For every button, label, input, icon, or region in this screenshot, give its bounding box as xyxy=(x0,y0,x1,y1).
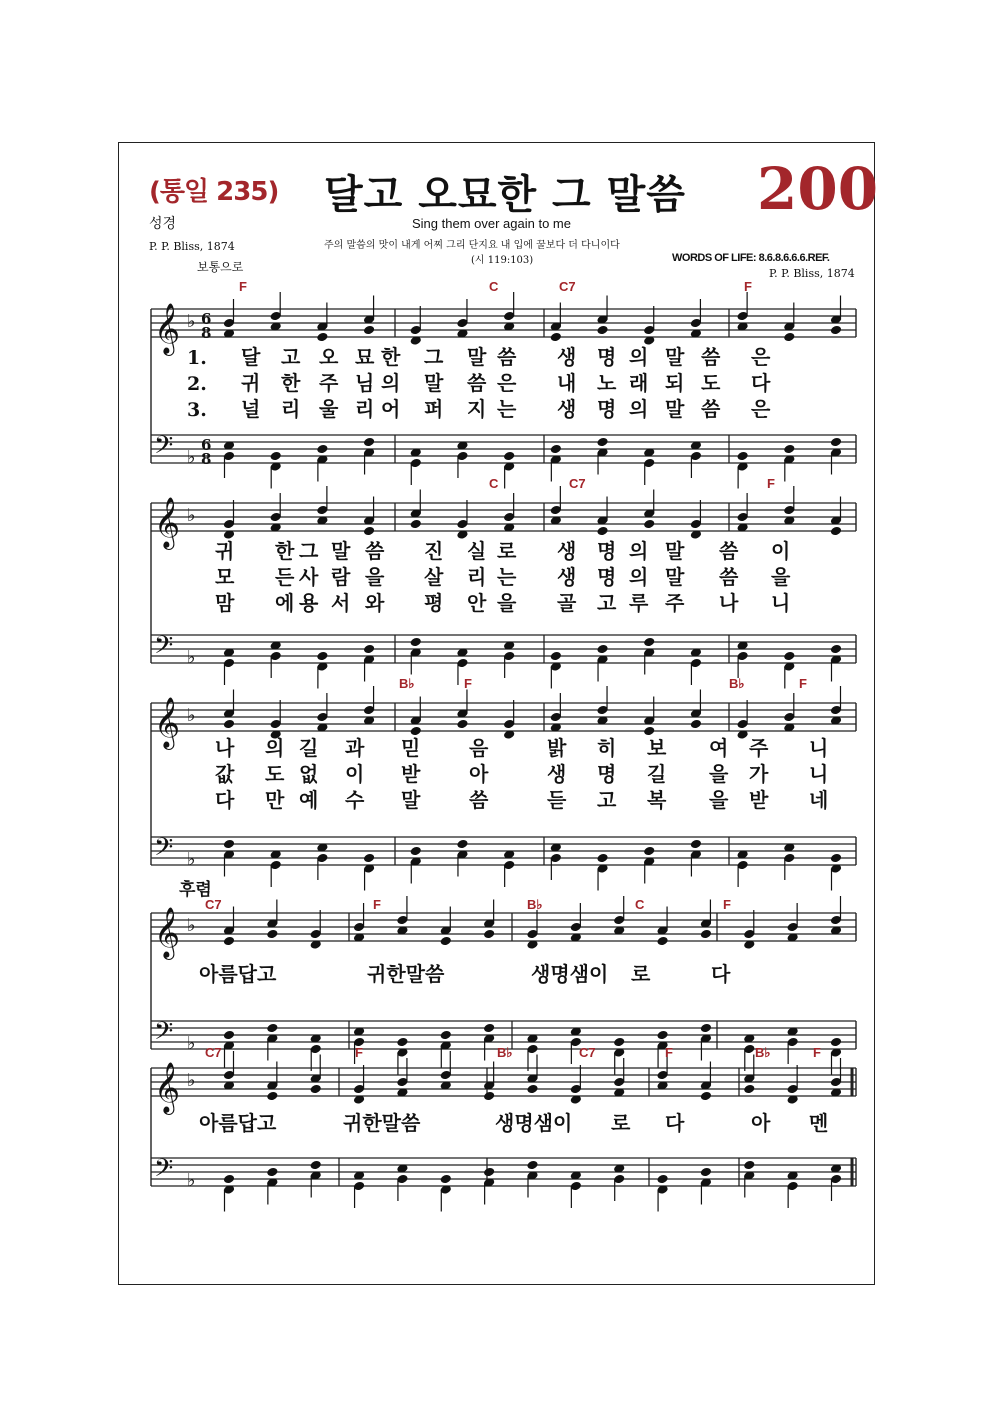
lyric-syllable: 나 xyxy=(215,736,235,760)
key-flat: ♭ xyxy=(187,1170,196,1191)
note-head xyxy=(700,1091,712,1102)
chord-symbol: C xyxy=(489,476,499,491)
lyric-syllable: 아름답고 xyxy=(199,962,277,986)
lyric-syllable: 진 xyxy=(424,539,444,563)
lyric-syllable: 말 xyxy=(665,565,685,589)
lyric-syllable: 오 xyxy=(319,345,339,369)
lyric-syllable: 귀한말씀 xyxy=(343,1111,421,1135)
lyric-syllable: 명 xyxy=(597,565,617,589)
lyric-syllable: 내 xyxy=(557,371,577,395)
lyric-syllable: 한 xyxy=(281,371,301,395)
time-signature: 6 xyxy=(201,436,212,454)
lyric-syllable: 주 xyxy=(749,736,769,760)
lyric-syllable: 을 xyxy=(709,762,729,786)
note-head xyxy=(643,637,655,648)
chord-symbol: F xyxy=(744,279,752,294)
chord-symbol: F xyxy=(813,1045,821,1060)
note-head xyxy=(643,519,655,530)
note-head xyxy=(736,451,748,462)
note-head xyxy=(440,1030,452,1041)
lyric-syllable: 생 xyxy=(557,345,577,369)
lyric-syllable: 그 xyxy=(299,539,319,563)
lyric-syllable: 이 xyxy=(345,762,365,786)
lyric-syllable: 말 xyxy=(665,345,685,369)
lyric-syllable: 말 xyxy=(401,788,421,812)
note-head xyxy=(266,1091,278,1102)
lyric-syllable: 다 xyxy=(215,788,235,812)
lyric-syllable: 고 xyxy=(597,591,617,615)
key-flat: ♭ xyxy=(187,447,196,468)
lyric-syllable: 든 xyxy=(275,565,295,589)
lyric-syllable: 은 xyxy=(751,397,771,421)
note-head xyxy=(483,1167,495,1178)
note-head xyxy=(643,726,655,737)
lyric-syllable: 과 xyxy=(345,736,365,760)
note-head xyxy=(363,853,375,864)
lyric-syllable: 로 xyxy=(611,1111,631,1135)
scripture-reference: (시 119:103) xyxy=(471,255,534,266)
chord-symbol: C7 xyxy=(579,1045,596,1060)
english-subtitle: Sing them over again to me xyxy=(412,216,571,231)
lyric-syllable: 용 xyxy=(299,591,319,615)
note-head xyxy=(830,437,842,448)
chord-symbol: F xyxy=(723,897,731,912)
key-flat: ♭ xyxy=(187,1070,196,1091)
note-head xyxy=(456,839,468,850)
lyric-syllable: 명 xyxy=(597,539,617,563)
lyric-syllable: 와 xyxy=(365,591,385,615)
note-head xyxy=(483,929,495,940)
chord-symbol: B♭ xyxy=(527,897,543,912)
note-head xyxy=(456,719,468,730)
lyric-syllable: 을 xyxy=(771,565,791,589)
lyric-syllable: 생 xyxy=(557,565,577,589)
lyric-syllable: 다 xyxy=(665,1111,685,1135)
note-head xyxy=(503,451,515,462)
lyric-syllable: 울 xyxy=(319,397,339,421)
composer-credit: P. P. Bliss, 1874 xyxy=(149,240,235,253)
chord-symbol: F xyxy=(799,676,807,691)
bass-clef: 𝄢 xyxy=(154,833,174,868)
key-flat: ♭ xyxy=(187,505,196,526)
music-score xyxy=(119,143,879,1286)
lyric-syllable: 묘 xyxy=(355,345,375,369)
bass-clef: 𝄢 xyxy=(154,631,174,666)
chord-symbol: F xyxy=(355,1045,363,1060)
treble-clef: 𝄞 xyxy=(154,303,181,354)
lyric-syllable: 복 xyxy=(647,788,667,812)
lyric-syllable: 어 xyxy=(381,397,401,421)
note-head xyxy=(266,1023,278,1034)
lyric-syllable: 씀 xyxy=(719,539,739,563)
lyric-syllable: 로 xyxy=(631,962,651,986)
lyric-syllable: 고 xyxy=(597,788,617,812)
meter-label: WORDS OF LIFE: 8.6.8.6.6.6.REF. xyxy=(672,252,830,264)
lyric-syllable: 을 xyxy=(497,591,517,615)
lyric-syllable: 말 xyxy=(331,539,351,563)
bass-clef: 𝄢 xyxy=(154,1017,174,1052)
treble-clef: 𝄞 xyxy=(154,697,181,748)
note-head xyxy=(223,1174,235,1185)
hymn-page xyxy=(118,142,879,1285)
scripture-label: 성경 xyxy=(149,216,177,232)
lyric-syllable: 주 xyxy=(319,371,339,395)
chord-symbol: B♭ xyxy=(755,1045,771,1060)
note-head xyxy=(396,1037,408,1048)
verse-number: 3. xyxy=(187,399,207,421)
lyric-syllable: 로 xyxy=(497,539,517,563)
note-head xyxy=(700,1023,712,1034)
lyric-syllable: 씀 xyxy=(497,345,517,369)
time-signature: 8 xyxy=(201,450,212,468)
note-head xyxy=(783,332,795,343)
lyric-syllable: 니 xyxy=(809,736,829,760)
treble-clef: 𝄞 xyxy=(154,907,181,958)
note-head xyxy=(223,839,235,850)
chord-symbol: F xyxy=(464,676,472,691)
lyric-syllable: 모 xyxy=(215,565,235,589)
lyric-syllable: 귀 xyxy=(215,539,235,563)
note-head xyxy=(526,1084,538,1095)
note-head xyxy=(656,936,668,947)
time-signature: 8 xyxy=(201,324,212,342)
note-head xyxy=(596,437,608,448)
note-head xyxy=(483,1091,495,1102)
scripture-verse: 주의 말씀의 맛이 내게 어찌 그리 단지요 내 입에 꿀보다 더 다니이다 xyxy=(324,240,620,251)
note-head xyxy=(316,332,328,343)
note-head xyxy=(363,644,375,655)
note-head xyxy=(596,325,608,336)
note-head xyxy=(550,651,562,662)
lyric-syllable: 도 xyxy=(701,371,721,395)
lyric-syllable: 믿 xyxy=(401,736,421,760)
unified-hymnal-number: (통일 235) xyxy=(149,177,279,207)
note-head xyxy=(310,1084,322,1095)
note-head xyxy=(830,1037,842,1048)
chord-symbol: C7 xyxy=(205,897,222,912)
lyric-syllable: 는 xyxy=(497,565,517,589)
lyric-syllable: 고 xyxy=(281,345,301,369)
chord-symbol: F xyxy=(373,897,381,912)
lyric-syllable: 의 xyxy=(629,397,649,421)
lyric-syllable: 의 xyxy=(629,565,649,589)
lyric-syllable: 씀 xyxy=(719,565,739,589)
note-head xyxy=(363,325,375,336)
note-head xyxy=(223,1030,235,1041)
chord-symbol: B♭ xyxy=(399,676,415,691)
lyric-syllable: 씀 xyxy=(469,788,489,812)
note-head xyxy=(483,1023,495,1034)
note-head xyxy=(410,846,422,857)
lyric-syllable: 살 xyxy=(424,565,444,589)
note-head xyxy=(266,929,278,940)
lyric-syllable: 니 xyxy=(809,762,829,786)
note-head xyxy=(270,451,282,462)
lyric-syllable: 의 xyxy=(265,736,285,760)
lyric-syllable: 맘 xyxy=(215,591,235,615)
key-flat: ♭ xyxy=(187,311,196,332)
lyric-syllable: 없 xyxy=(299,762,319,786)
note-head xyxy=(596,644,608,655)
lyric-syllable: 말 xyxy=(665,397,685,421)
note-head xyxy=(690,719,702,730)
lyric-syllable: 한 xyxy=(381,345,401,369)
lyric-syllable: 생명샘이 xyxy=(531,962,609,986)
lyric-syllable: 길 xyxy=(647,762,667,786)
chord-symbol: C7 xyxy=(205,1045,222,1060)
lyric-syllable: 귀 xyxy=(241,371,261,395)
lyric-syllable: 생 xyxy=(557,397,577,421)
lyric-syllable: 명 xyxy=(597,762,617,786)
note-head xyxy=(830,526,842,537)
lyric-syllable: 그 xyxy=(424,345,444,369)
lyric-syllable: 씀 xyxy=(365,539,385,563)
lyric-syllable: 길 xyxy=(299,736,319,760)
lyric-syllable: 받 xyxy=(401,762,421,786)
lyric-syllable: 씀 xyxy=(701,345,721,369)
lyric-syllable: 평 xyxy=(424,591,444,615)
lyric-syllable: 의 xyxy=(629,539,649,563)
note-head xyxy=(410,637,422,648)
lyric-syllable: 루 xyxy=(629,591,649,615)
lyric-syllable: 되 xyxy=(665,371,685,395)
chord-symbol: C7 xyxy=(559,279,576,294)
note-head xyxy=(410,726,422,737)
note-head xyxy=(596,853,608,864)
note-head xyxy=(656,1030,668,1041)
lyric-syllable: 는 xyxy=(497,397,517,421)
lyric-syllable: 아름답고 xyxy=(199,1111,277,1135)
lyric-syllable: 지 xyxy=(467,397,487,421)
lyric-syllable: 수 xyxy=(345,788,365,812)
lyric-syllable: 말 xyxy=(665,539,685,563)
note-head xyxy=(550,444,562,455)
lyric-syllable: 말 xyxy=(467,345,487,369)
lyric-syllable: 아 xyxy=(751,1111,771,1135)
lyric-syllable: 사 xyxy=(299,565,319,589)
lyric-syllable: 니 xyxy=(771,591,791,615)
lyric-syllable: 만 xyxy=(265,788,285,812)
hymn-number: 200 xyxy=(757,155,879,223)
note-head xyxy=(700,929,712,940)
key-flat: ♭ xyxy=(187,915,196,936)
lyric-syllable: 을 xyxy=(365,565,385,589)
note-head xyxy=(656,1174,668,1185)
lyric-syllable: 말 xyxy=(424,371,444,395)
lyric-syllable: 멘 xyxy=(809,1111,829,1135)
lyric-syllable: 생 xyxy=(547,762,567,786)
lyric-syllable: 의 xyxy=(629,345,649,369)
lyric-syllable: 밝 xyxy=(547,736,567,760)
note-head xyxy=(783,651,795,662)
lyric-syllable: 님 xyxy=(355,371,375,395)
note-head xyxy=(690,839,702,850)
treble-clef: 𝄞 xyxy=(154,1062,181,1113)
note-head xyxy=(613,1037,625,1048)
lyric-syllable: 아 xyxy=(469,762,489,786)
lyric-syllable: 보 xyxy=(647,736,667,760)
author-credit: P. P. Bliss, 1874 xyxy=(769,267,855,280)
lyric-syllable: 에 xyxy=(275,591,295,615)
lyric-syllable: 다 xyxy=(711,962,731,986)
lyric-syllable: 다 xyxy=(751,371,771,395)
lyric-syllable: 래 xyxy=(629,371,649,395)
note-head xyxy=(643,846,655,857)
lyric-syllable: 퍼 xyxy=(424,397,444,421)
lyric-syllable: 골 xyxy=(557,591,577,615)
note-head xyxy=(830,853,842,864)
tempo-marking: 보통으로 xyxy=(197,260,244,274)
note-head xyxy=(700,1167,712,1178)
note-head xyxy=(310,1160,322,1171)
lyric-syllable: 노 xyxy=(597,371,617,395)
chord-symbol: F xyxy=(767,476,775,491)
bass-clef: 𝄢 xyxy=(154,1154,174,1189)
chord-symbol: C7 xyxy=(569,476,586,491)
note-head xyxy=(550,332,562,343)
key-flat: ♭ xyxy=(187,1033,196,1054)
lyric-syllable: 히 xyxy=(597,736,617,760)
note-head xyxy=(830,644,842,655)
lyric-syllable: 은 xyxy=(751,345,771,369)
note-head xyxy=(440,1174,452,1185)
note-head xyxy=(596,526,608,537)
lyric-syllable: 생명샘이 xyxy=(495,1111,573,1135)
note-head xyxy=(743,1160,755,1171)
lyric-syllable: 서 xyxy=(331,591,351,615)
lyric-syllable: 씀 xyxy=(467,371,487,395)
note-head xyxy=(830,325,842,336)
lyric-syllable: 받 xyxy=(749,788,769,812)
lyric-syllable: 생 xyxy=(557,539,577,563)
verse-number: 1. xyxy=(187,347,207,369)
lyric-syllable: 안 xyxy=(467,591,487,615)
note-head xyxy=(266,1167,278,1178)
lyric-syllable: 이 xyxy=(771,539,791,563)
note-head xyxy=(363,526,375,537)
lyric-syllable: 음 xyxy=(469,736,489,760)
lyric-syllable: 한 xyxy=(275,539,295,563)
lyric-syllable: 리 xyxy=(355,397,375,421)
chord-symbol: F xyxy=(665,1045,673,1060)
verse-number: 2. xyxy=(187,373,207,395)
chord-symbol: B♭ xyxy=(729,676,745,691)
lyric-syllable: 가 xyxy=(749,762,769,786)
note-head xyxy=(363,437,375,448)
key-flat: ♭ xyxy=(187,849,196,870)
lyric-syllable: 의 xyxy=(381,371,401,395)
note-head xyxy=(223,719,235,730)
note-head xyxy=(526,1160,538,1171)
lyric-syllable: 은 xyxy=(497,371,517,395)
lyric-syllable: 값 xyxy=(215,762,235,786)
treble-clef: 𝄞 xyxy=(154,497,181,548)
chord-symbol: F xyxy=(239,279,247,294)
lyric-syllable: 람 xyxy=(331,565,351,589)
lyric-syllable: 예 xyxy=(299,788,319,812)
key-flat: ♭ xyxy=(187,647,196,668)
note-head xyxy=(410,519,422,530)
note-head xyxy=(743,1084,755,1095)
chord-symbol: C xyxy=(635,897,645,912)
lyric-syllable: 리 xyxy=(281,397,301,421)
chord-symbol: C xyxy=(489,279,499,294)
key-flat: ♭ xyxy=(187,705,196,726)
lyric-syllable: 주 xyxy=(665,591,685,615)
lyric-syllable: 여 xyxy=(709,736,729,760)
lyric-syllable: 달 xyxy=(241,345,261,369)
lyric-syllable: 귀한말씀 xyxy=(367,962,445,986)
bass-clef: 𝄢 xyxy=(154,431,174,466)
lyric-syllable: 도 xyxy=(265,762,285,786)
hymn-title: 달고 오묘한 그 말씀 xyxy=(324,171,686,218)
note-head xyxy=(223,936,235,947)
refrain-label: 후렴 xyxy=(179,880,212,900)
lyric-syllable: 듣 xyxy=(547,788,567,812)
lyric-syllable: 명 xyxy=(597,345,617,369)
note-head xyxy=(440,936,452,947)
lyric-syllable: 명 xyxy=(597,397,617,421)
lyric-syllable: 네 xyxy=(809,788,829,812)
note-head xyxy=(316,444,328,455)
time-signature: 6 xyxy=(201,310,212,328)
lyric-syllable: 을 xyxy=(709,788,729,812)
chord-symbol: B♭ xyxy=(497,1045,513,1060)
note-head xyxy=(316,651,328,662)
lyric-syllable: 씀 xyxy=(701,397,721,421)
note-head xyxy=(783,444,795,455)
lyric-syllable: 리 xyxy=(467,565,487,589)
lyric-syllable: 널 xyxy=(241,397,261,421)
lyric-syllable: 나 xyxy=(719,591,739,615)
lyric-syllable: 실 xyxy=(467,539,487,563)
